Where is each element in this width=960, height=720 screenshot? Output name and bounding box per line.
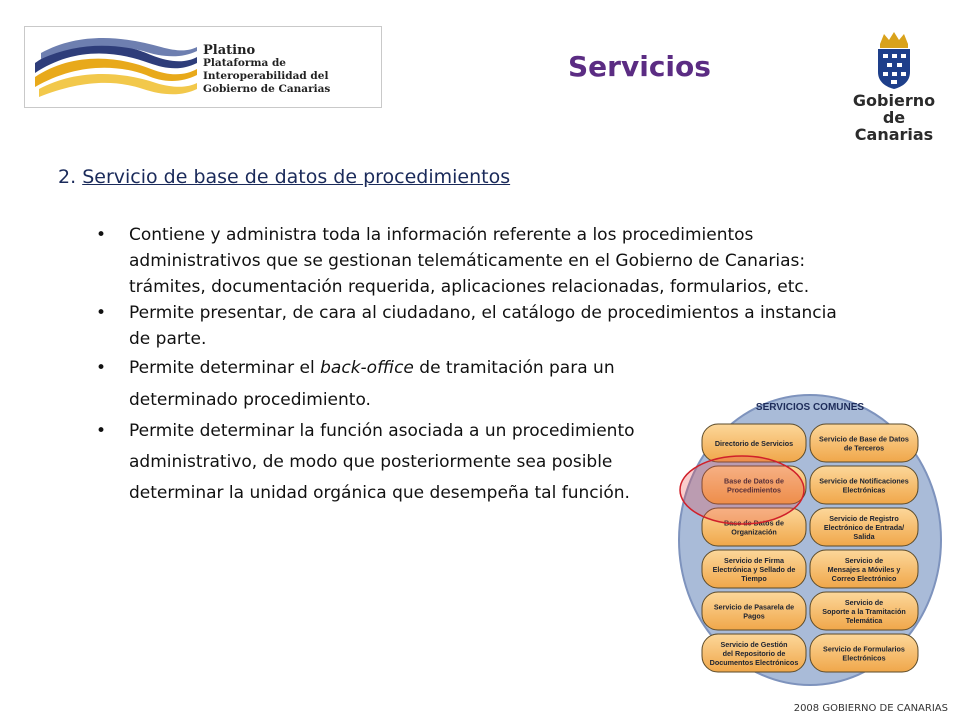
servicios-comunes-diagram [676, 392, 944, 688]
bullet-item [96, 300, 856, 352]
service-label: Servicio de Notificaciones [819, 476, 909, 486]
service-label: Directorio de Servicios [714, 439, 794, 448]
bullet-item [96, 222, 856, 300]
bullet-text-pre: Permite determinar el [129, 358, 321, 378]
gobierno-text [844, 92, 944, 143]
service-label: Telemática [845, 616, 883, 625]
service-label: Servicio de Base de Datos [819, 434, 909, 444]
service-label: Salida [853, 532, 875, 541]
page-title: Servicios [568, 50, 711, 83]
bullet-icon: • [96, 303, 107, 323]
logo-line2: Plataforma de Interoperabilidad del [203, 57, 329, 82]
gobierno-canarias-logo [844, 30, 944, 144]
service-label: Correo Electrónico [831, 574, 897, 583]
bullet-icon: • [96, 225, 107, 245]
logo-name: Platino [203, 43, 256, 58]
service-label: Soporte a la Tramitación [822, 607, 906, 616]
coat-of-arms-icon [844, 30, 944, 90]
service-label: Servicio de Gestión [720, 640, 788, 649]
section-heading [58, 166, 510, 188]
service-label: de Terceros [843, 443, 885, 453]
service-label: del Repositorio de [722, 649, 786, 658]
bullet-icon: • [96, 358, 107, 378]
bullet-text: Contiene y administra toda la información referente a los procedimientos administrativos que se gestionan telemáticamente en el Gobierno de Canarias: trámites, documentación requerida, aplicaciones relacionadas, formularios, etc. [129, 225, 810, 297]
service-label: Tiempo [741, 574, 767, 583]
section-number: 2. [58, 166, 77, 188]
highlight-circle [680, 456, 804, 524]
gobierno-line2: de Canarias [854, 108, 934, 144]
section-title-link[interactable]: Servicio de base de datos de procedimientos [82, 166, 511, 188]
bullet-icon: • [96, 421, 107, 441]
bullet-text-post: de tramitación para un determinado procedimiento. [129, 358, 615, 410]
gobierno-line1: Gobierno [852, 91, 936, 110]
bullet-text-italic: back-office [320, 358, 414, 378]
service-label: Electrónica y Sellado de [712, 565, 796, 574]
service-label: Electrónicas [842, 485, 886, 495]
service-label: Servicio de Firma [724, 556, 784, 565]
service-label: Base de Datos de [724, 476, 784, 486]
service-label: Pagos [743, 611, 765, 621]
platino-waves-icon [31, 33, 199, 101]
bullet-text: Permite determinar la función asociada a un procedimiento administrativo, de modo que posteriormente sea posible determinar la unidad orgánica que desempeña tal función. [129, 421, 635, 503]
service-label: Servicio de Formularios [823, 644, 905, 654]
logo-line3: Gobierno de Canarias [203, 83, 331, 95]
diagram-title: SERVICIOS COMUNES [755, 402, 865, 413]
bullet-text: Permite presentar, de cara al ciudadano, el catálogo de procedimientos a instancia de parte. [129, 303, 837, 349]
service-label: Servicio de [844, 598, 884, 607]
service-label: Servicio de Registro [829, 514, 899, 523]
service-label: Electrónicos [842, 653, 886, 663]
service-label: Organización [731, 527, 777, 537]
platino-logo-text [203, 44, 381, 96]
service-label: Base de Datos de [724, 518, 784, 528]
service-label: Procedimientos [727, 485, 781, 495]
service-label: Documentos Electrónicos [709, 658, 799, 667]
service-label: Servicio de Pasarela de [713, 602, 795, 612]
service-label: Electrónico de Entrada/ [823, 523, 905, 532]
bullet-text [129, 352, 639, 416]
platino-logo [24, 26, 382, 108]
service-label: Mensajes a Móviles y [827, 565, 901, 574]
footer-text: 2008 GOBIERNO DE CANARIAS [793, 703, 948, 714]
service-label: Servicio de [844, 556, 884, 565]
